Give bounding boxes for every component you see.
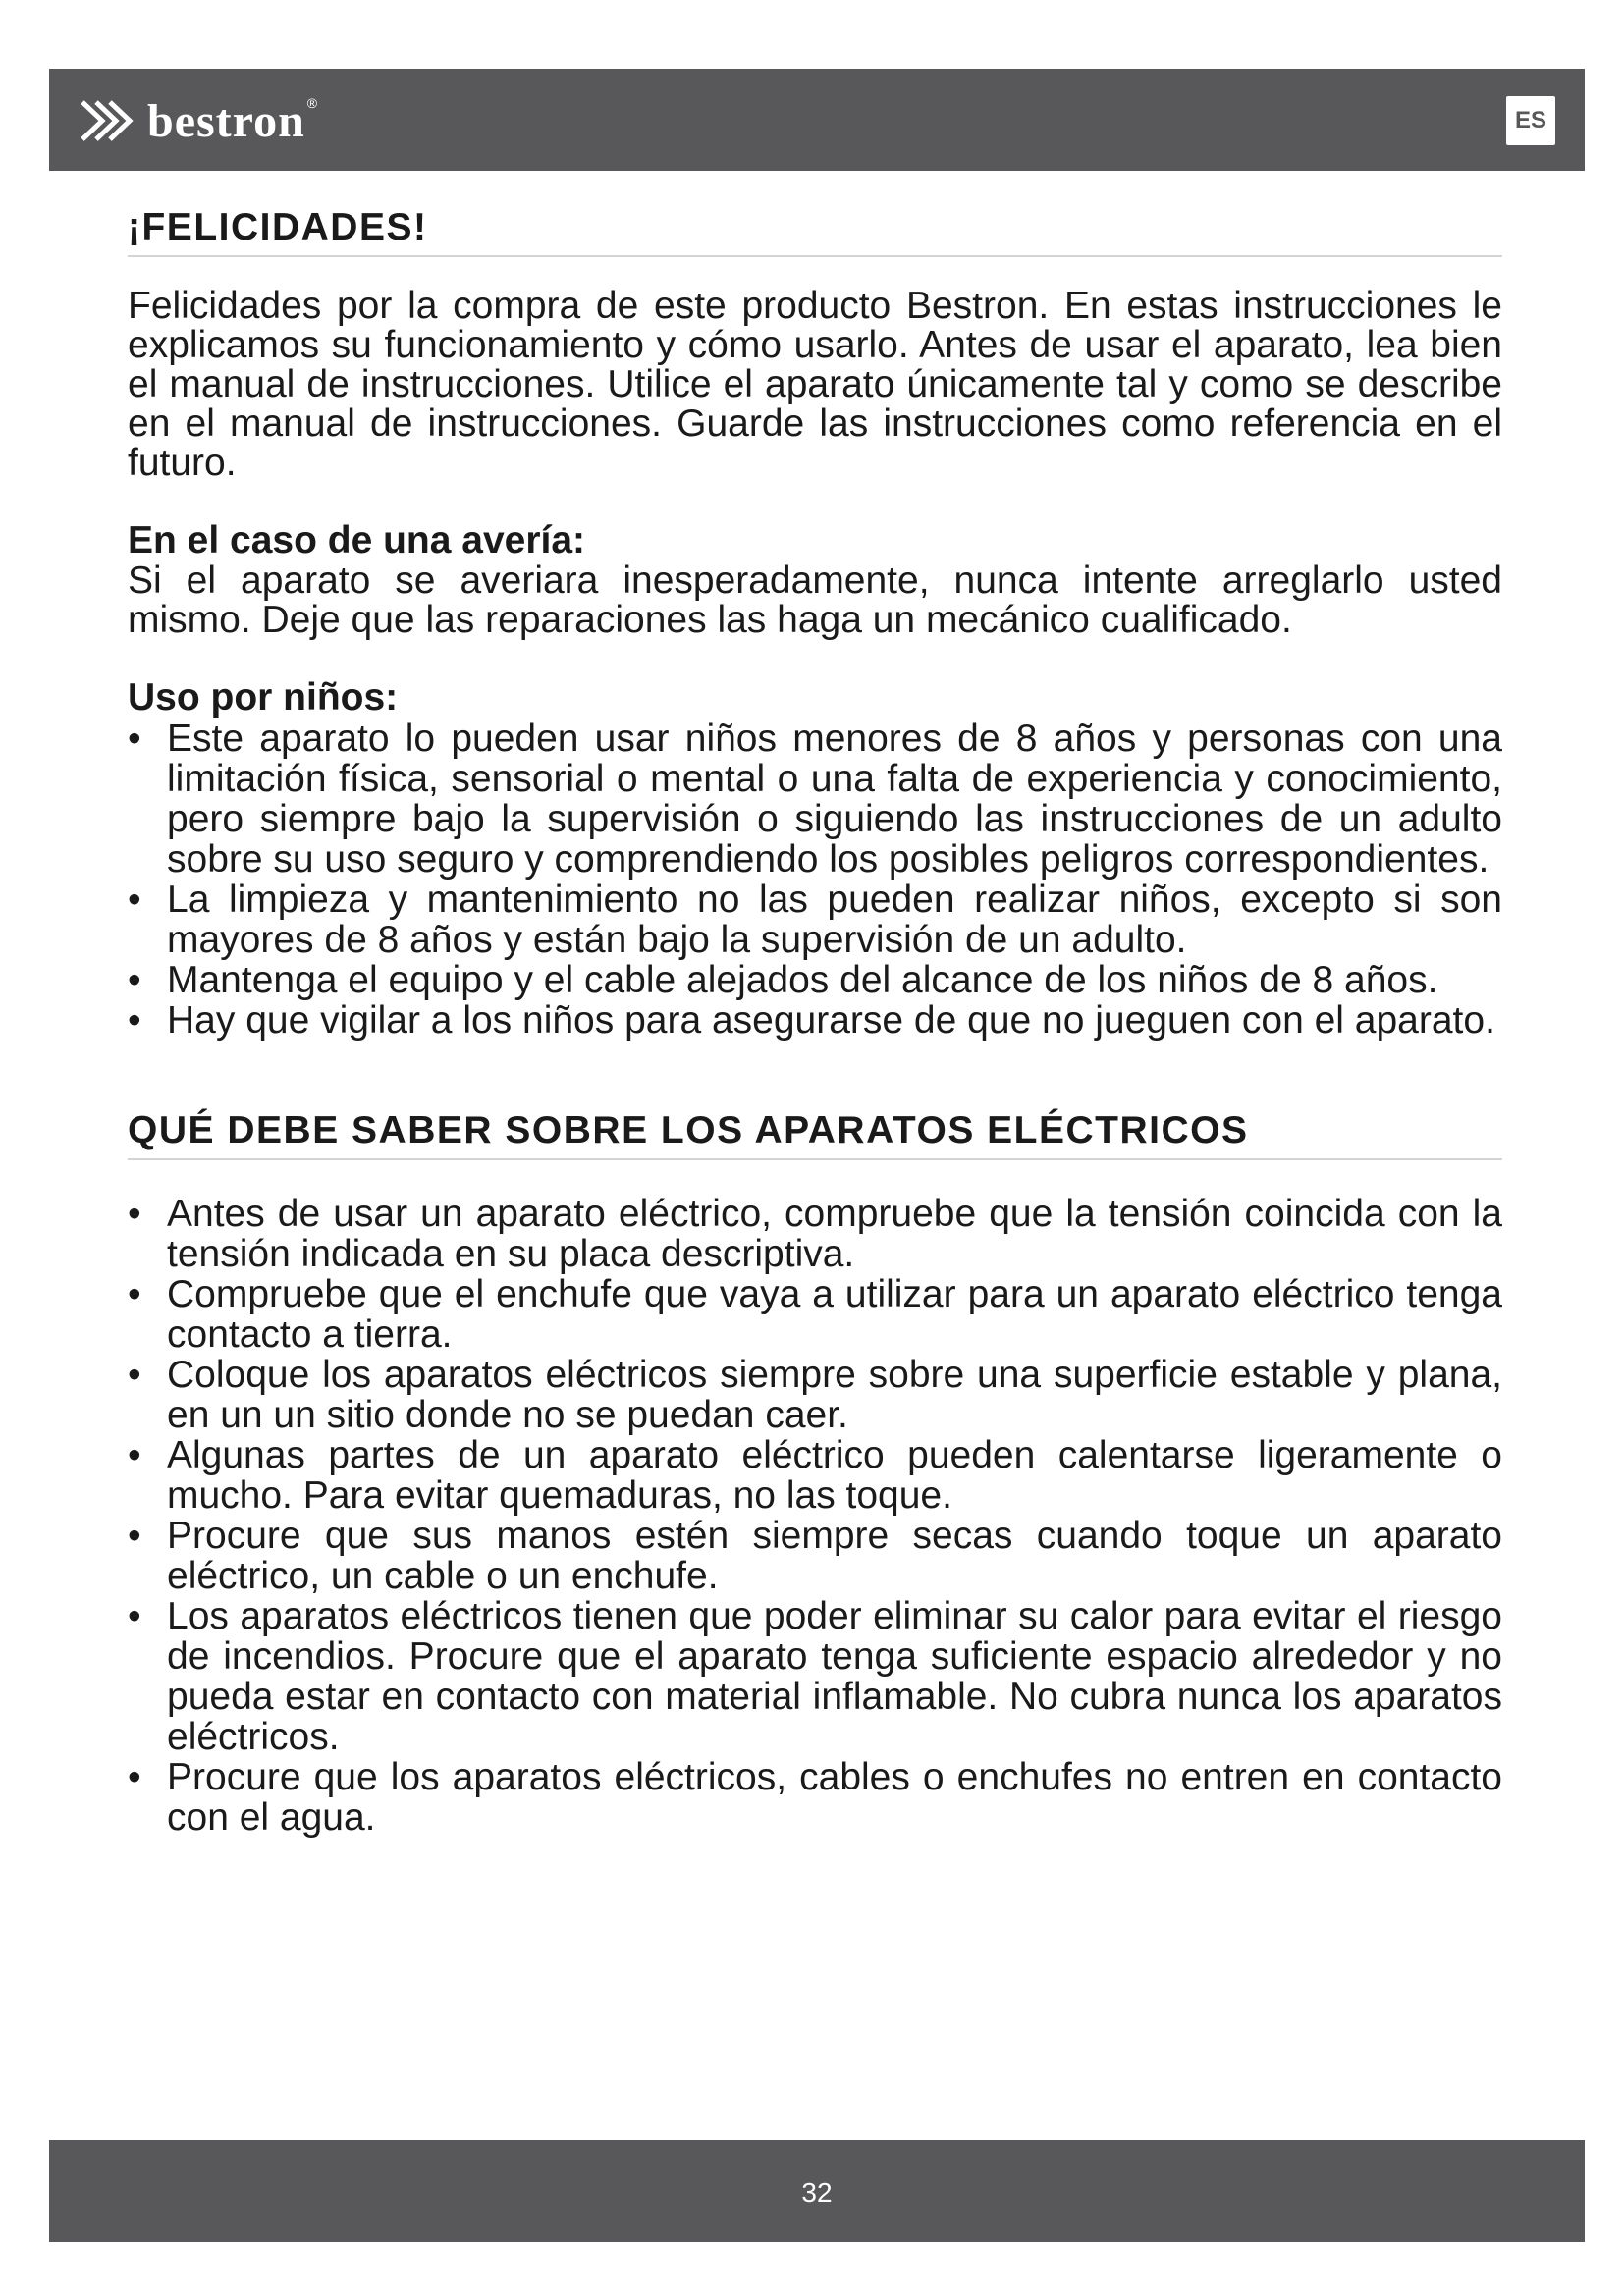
page-footer — [49, 2140, 1585, 2242]
intro-paragraph: Felicidades por la compra de este producto Bestron. En estas instrucciones le explicamos su funcionamiento y cómo usarlo. Antes de usar el aparato, lea bien el manual de instrucciones. Utilice el aparato únicamente tal y como se describe en el manual de instrucciones. Guarde las instrucciones como referencia en el futuro. — [128, 285, 1502, 484]
registered-mark: ® — [306, 95, 318, 111]
list-item: • Algunas partes de un aparato eléctrico pueden calentarse ligeramente o mucho. Para evitar quemaduras, no las toque. — [128, 1435, 1502, 1516]
list-item: • Antes de usar un aparato eléctrico, compruebe que la tensión coincida con la tensión indicada en su placa descriptiva. — [128, 1194, 1502, 1274]
list-item: • Mantenga el equipo y el cable alejados del alcance de los niños de 8 años. — [128, 960, 1502, 1000]
page-header — [49, 69, 1585, 171]
list-item: • Hay que vigilar a los niños para asegurarse de que no jueguen con el aparato. — [128, 1000, 1502, 1041]
children-list — [128, 719, 1502, 1041]
page-number: 32 — [801, 2177, 833, 2208]
children-heading: Uso por niños: — [128, 676, 399, 719]
list-item: • La limpieza y mantenimiento no las pueden realizar niños, excepto si son mayores de 8 años y están bajo la supervisión de un adulto. — [128, 880, 1502, 960]
electrical-list — [128, 1194, 1502, 1838]
section-title-electrical: QUÉ DEBE SABER SOBRE LOS APARATOS ELÉCTRICOS — [128, 1109, 1502, 1160]
list-item: • Los aparatos eléctricos tienen que poder eliminar su calor para evitar el riesgo de incendios. Procure que el aparato tenga suficiente espacio alrededor y no pueda estar en contacto con material inflamable. No cubra nunca los aparatos eléctricos. — [128, 1596, 1502, 1757]
list-item: • Procure que los aparatos eléctricos, cables o enchufes no entren en contacto con el agua. — [128, 1757, 1502, 1838]
fault-paragraph: Si el aparato se averiara inesperadamente, nunca intente arreglarlo usted mismo. Deje que las reparaciones las haga un mecánico cualificado. — [128, 560, 1502, 641]
list-item: • Este aparato lo pueden usar niños menores de 8 años y personas con una limitación física, sensorial o mental o una falta de experiencia y conocimiento, pero siempre bajo la supervisión o siguiendo las instrucciones de un adulto sobre su uso seguro y comprendiendo los posibles peligros correspondientes. — [128, 719, 1502, 880]
chevrons-logo-icon — [79, 98, 141, 143]
list-item: • Procure que sus manos estén siempre secas cuando toque un aparato eléctrico, un cable o un enchufe. — [128, 1516, 1502, 1596]
brand-name: bestron — [147, 94, 305, 147]
bestron-logo — [79, 86, 317, 155]
fault-heading: En el caso de una avería: — [128, 519, 586, 561]
page-content — [128, 206, 1502, 1838]
language-badge: ES — [1506, 96, 1555, 145]
section-title-congratulations: ¡FELICIDADES! — [128, 206, 1502, 257]
list-item: • Coloque los aparatos eléctricos siempre sobre una superficie estable y plana, en un un sitio donde no se puedan caer. — [128, 1355, 1502, 1435]
list-item: • Compruebe que el enchufe que vaya a utilizar para un aparato eléctrico tenga contacto a tierra. — [128, 1274, 1502, 1355]
